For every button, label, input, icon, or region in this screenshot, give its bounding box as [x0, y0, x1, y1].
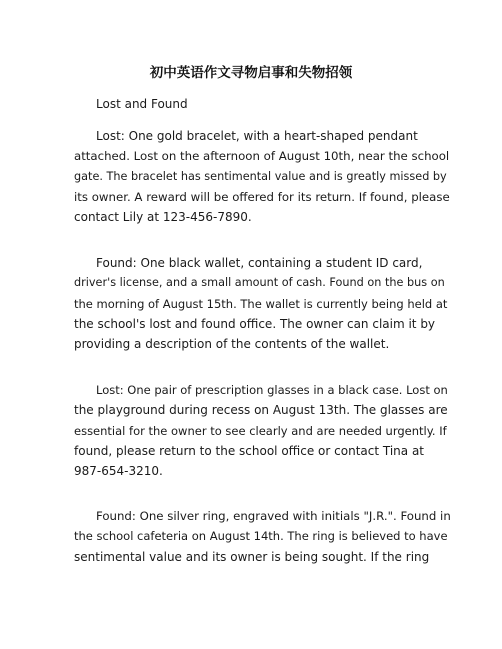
paragraph-line: the school cafeteria on August 14th. The ring is believed to have: [74, 529, 448, 544]
paragraph-line: Found: One silver ring, engraved with initials "J.R.". Found in: [96, 509, 451, 523]
paragraph-line: Lost: One pair of prescription glasses in a black case. Lost on: [96, 383, 448, 397]
paragraph-line: found, please return to the school office or contact Tina at: [74, 443, 424, 458]
paragraph-line: the morning of August 15th. The wallet is currently being held at: [74, 296, 448, 311]
paragraph-line: sentimental value and its owner is being sought. If the ring: [74, 549, 430, 564]
paragraph-line: driver's license, and a small amount of cash. Found on the bus on: [74, 276, 445, 290]
paragraph-lost-glasses: [74, 380, 448, 481]
section-heading: Lost and Found: [96, 97, 188, 111]
paragraph-line: providing a description of the contents of the wallet.: [74, 337, 390, 352]
paragraph-line: Lost: One gold bracelet, with a heart-shaped pendant: [96, 129, 418, 143]
document-title: 初中英语作文寻物启事和失物招领: [149, 65, 353, 81]
paragraph-lost-bracelet: [74, 126, 450, 227]
paragraph-line: gate. The bracelet has sentimental value and is greatly missed by: [74, 169, 447, 183]
paragraph-line: essential for the owner to see clearly and are needed urgently. If: [74, 423, 447, 438]
paragraph-line: the school's lost and found office. The owner can claim it by: [74, 316, 436, 331]
paragraph-line: contact Lily at 123-456-7890.: [74, 210, 252, 225]
paragraph-line: attached. Lost on the afternoon of August 10th, near the school: [74, 149, 450, 164]
paragraph-found-wallet: [74, 253, 448, 354]
paragraph-line: 987-654-3210.: [74, 464, 163, 479]
paragraph-line: the playground during recess on August 13th. The glasses are: [74, 403, 448, 418]
paragraph-line: its owner. A reward will be offered for its return. If found, please: [74, 189, 450, 204]
paragraph-line: Found: One black wallet, containing a student ID card,: [96, 256, 423, 270]
paragraph-found-ring: [74, 506, 451, 567]
